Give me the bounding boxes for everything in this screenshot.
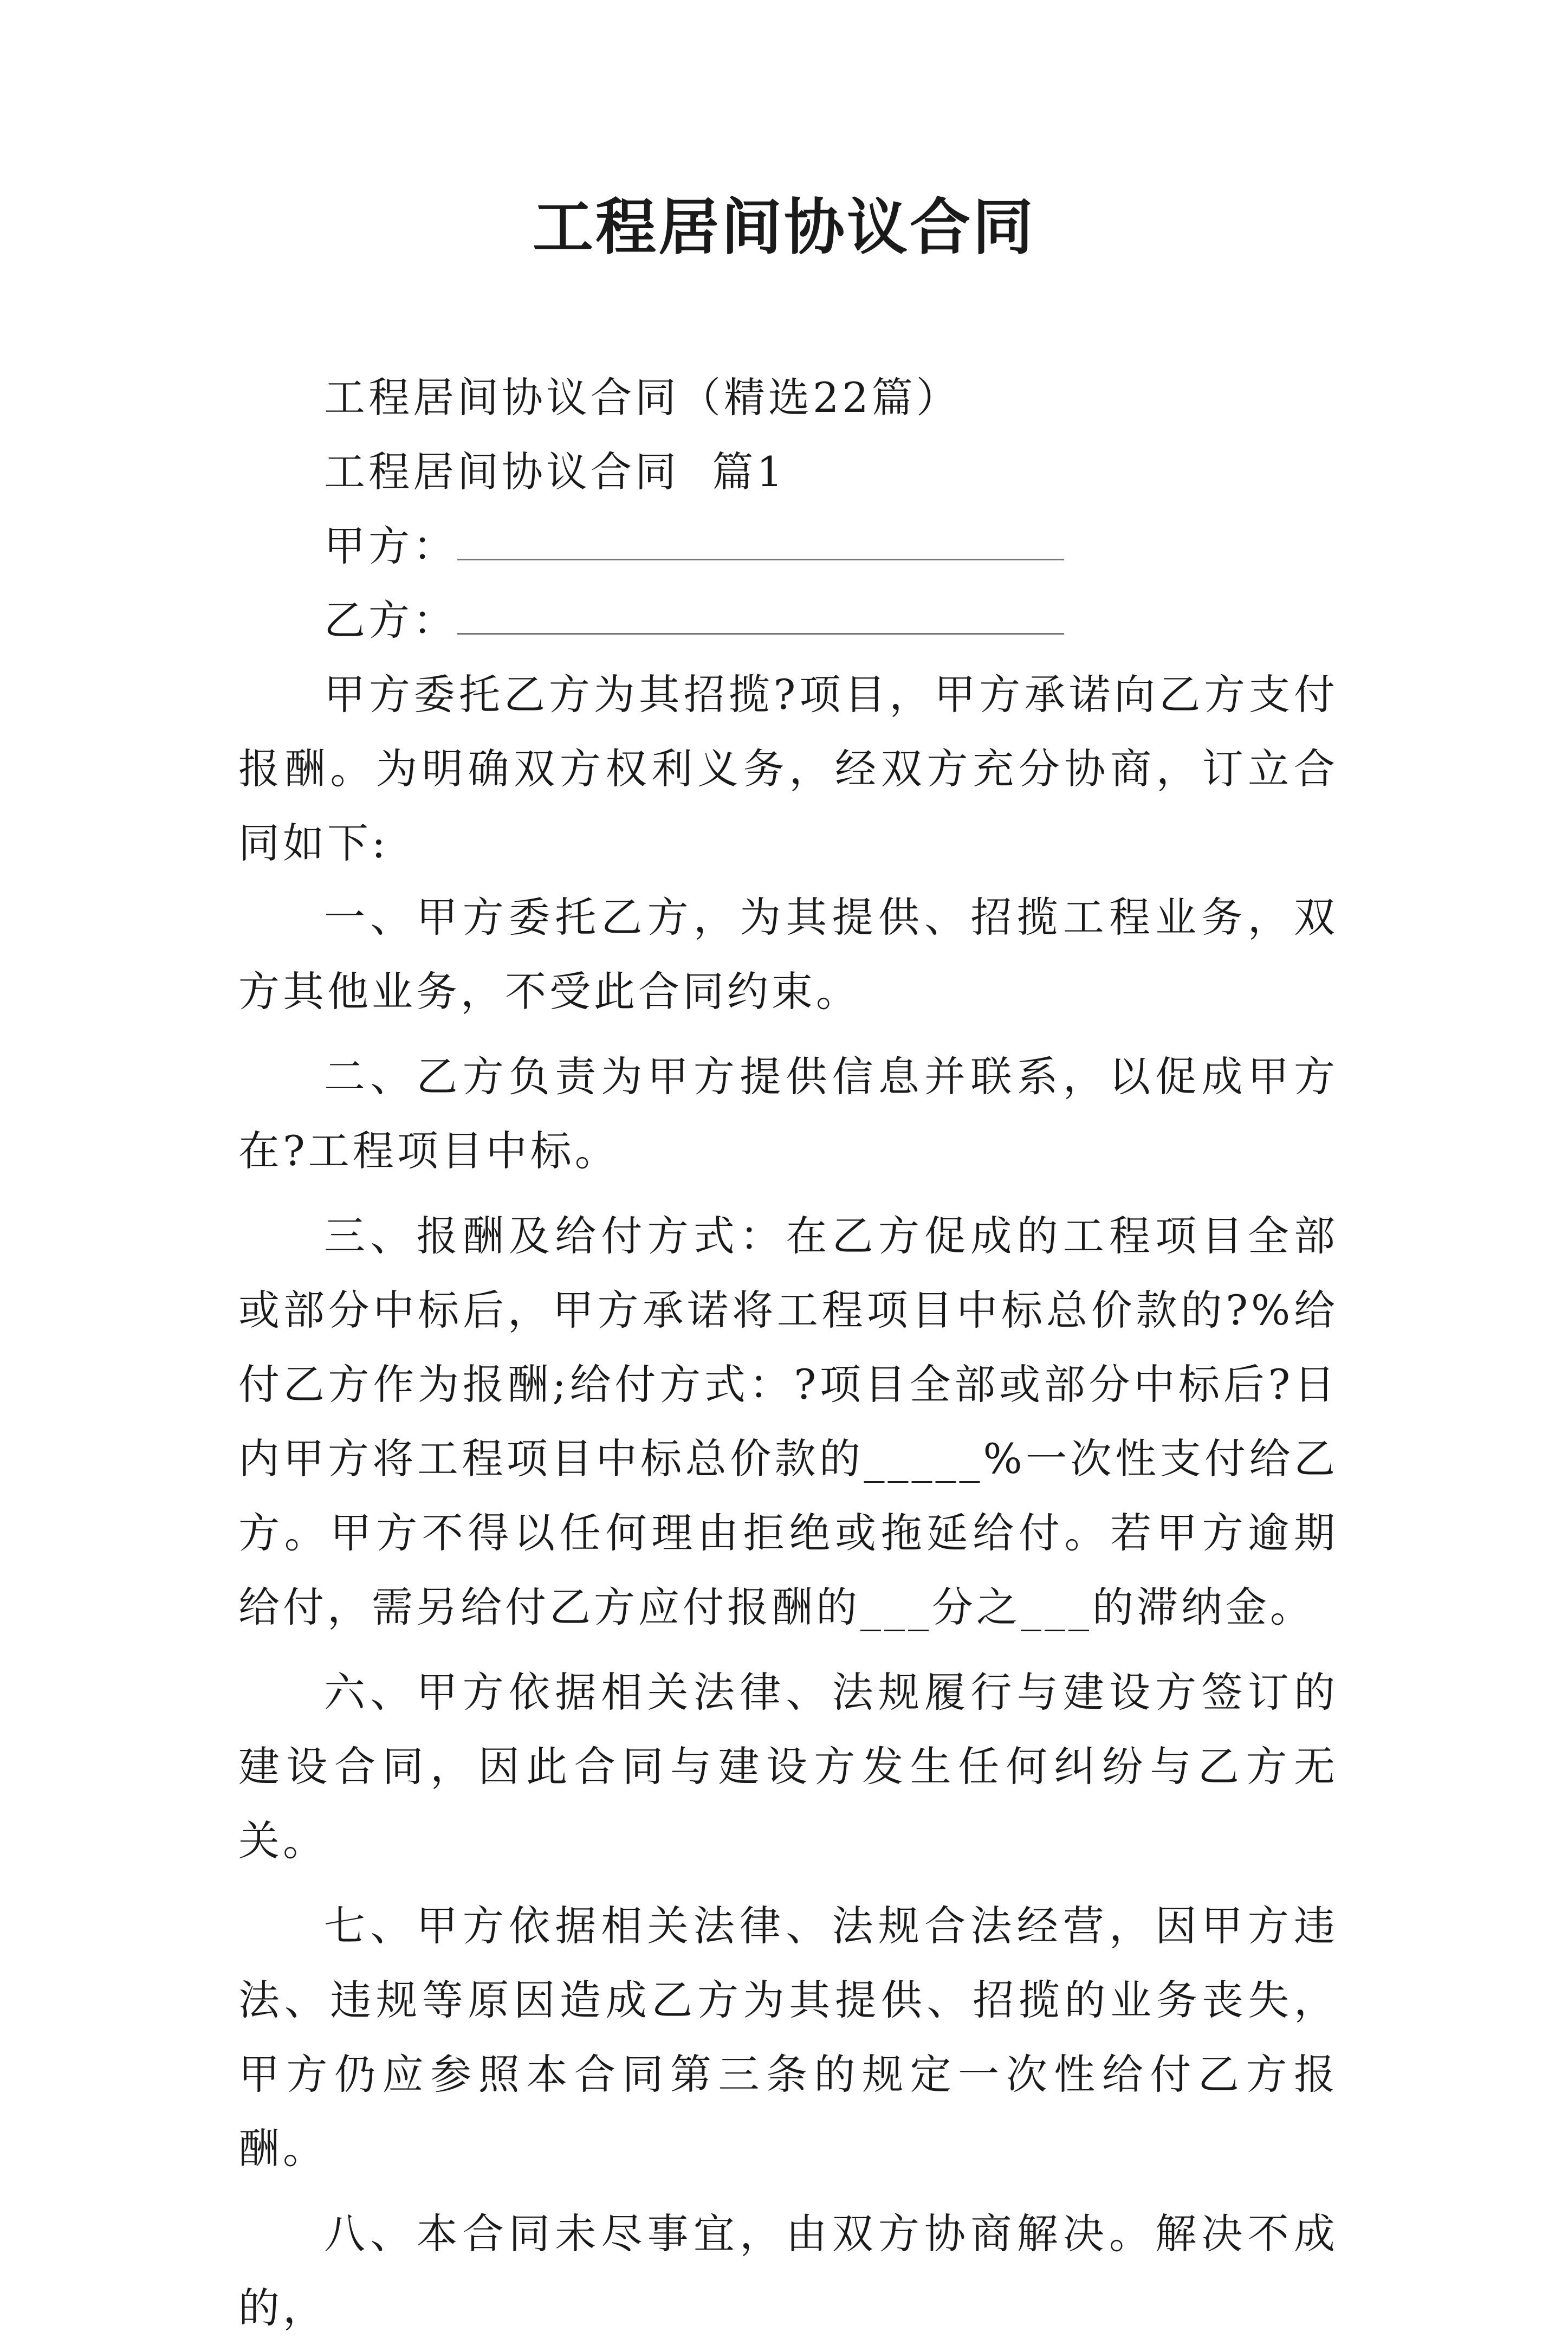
party-b-line	[238, 583, 1338, 657]
document-body	[238, 360, 1338, 2345]
paragraph-clause-1: 一、甲方委托乙方，为其提供、招揽工程业务，双方其他业务，不受此合同约束。	[238, 893, 1338, 1016]
paragraph-clause-8: 八、本合同未尽事宜，由双方协商解决。解决不成的，	[238, 2210, 1338, 2332]
paragraph-clause-2: 二、乙方负责为甲方提供信息并联系，以促成甲方在?工程项目中标。	[238, 1052, 1338, 1175]
party-b-label: 乙方：	[324, 596, 457, 644]
paragraph-clause-3: 三、报酬及给付方式：在乙方促成的工程项目全部或部分中标后，甲方承诺将工程项目中标总价款的?%给付乙方作为报酬;给付方式：?项目全部或部分中标后?日内甲方将工程项目中标总价款的_____%一次性支付给乙方。甲方不得以任何理由拒绝或拖延给付。若甲方逾期给付，需另给付乙方应付报酬的___分之___的滞纳金。	[238, 1212, 1338, 1631]
party-a-line	[238, 509, 1338, 583]
paragraph-clause-7: 七、甲方依据相关法律、法规合法经营，因甲方违法、违规等原因造成乙方为其提供、招揽的业务丧失，甲方仍应参照本合同第三条的规定一次性给付乙方报酬。	[238, 1902, 1338, 2173]
paragraph-intro: 甲方委托乙方为其招揽?项目，甲方承诺向乙方支付报酬。为明确双方权利义务，经双方充分协商，订立合同如下:	[238, 670, 1338, 867]
party-b-blank	[457, 600, 1064, 635]
document-subtitle: 工程居间协议合同（精选22篇）	[324, 373, 961, 422]
section-heading: 工程居间协议合同 篇1	[324, 448, 786, 496]
document-title: 工程居间协议合同	[533, 192, 1035, 263]
party-a-blank	[457, 526, 1064, 560]
paragraph-clause-6: 六、甲方依据相关法律、法规履行与建设方签订的建设合同，因此合同与建设方发生任何纠纷与乙方无关。	[238, 1668, 1338, 1865]
party-a-label: 甲方：	[324, 522, 457, 570]
